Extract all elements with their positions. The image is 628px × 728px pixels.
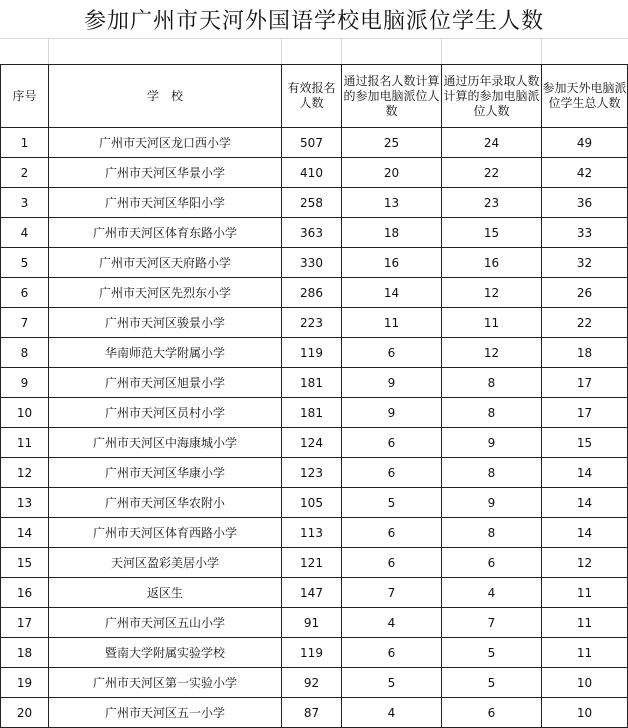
cell-total: 14 xyxy=(542,458,628,488)
cell-school: 广州市天河区中海康城小学 xyxy=(49,428,282,458)
cell-total: 42 xyxy=(542,158,628,188)
cell-school: 广州市天河区旭景小学 xyxy=(49,368,282,398)
cell-school: 暨南大学附属实验学校 xyxy=(49,638,282,668)
cell-school: 广州市天河区五一小学 xyxy=(49,698,282,728)
cell-via-signup: 18 xyxy=(342,218,442,248)
cell-index: 14 xyxy=(1,518,49,548)
cell-total: 11 xyxy=(542,608,628,638)
cell-valid: 223 xyxy=(282,308,342,338)
cell-via-history: 9 xyxy=(442,428,542,458)
cell-valid: 123 xyxy=(282,458,342,488)
cell-via-history: 5 xyxy=(442,638,542,668)
cell-via-history: 16 xyxy=(442,248,542,278)
cell-valid: 363 xyxy=(282,218,342,248)
cell-via-history: 8 xyxy=(442,458,542,488)
cell-valid: 121 xyxy=(282,548,342,578)
cell-valid: 124 xyxy=(282,428,342,458)
cell-school: 广州市天河区龙口西小学 xyxy=(49,128,282,158)
cell-valid: 91 xyxy=(282,608,342,638)
cell-via-signup: 4 xyxy=(342,608,442,638)
cell-via-signup: 25 xyxy=(342,128,442,158)
cell-via-signup: 9 xyxy=(342,368,442,398)
cell-total: 10 xyxy=(542,698,628,728)
table-row xyxy=(1,278,628,308)
cell-index: 9 xyxy=(1,368,49,398)
cell-via-signup: 6 xyxy=(342,548,442,578)
cell-total: 15 xyxy=(542,428,628,458)
cell-valid: 87 xyxy=(282,698,342,728)
cell-via-history: 6 xyxy=(442,548,542,578)
cell-total: 26 xyxy=(542,278,628,308)
spreadsheet-empty-row xyxy=(0,38,628,64)
cell-index: 20 xyxy=(1,698,49,728)
cell-total: 17 xyxy=(542,398,628,428)
cell-total: 22 xyxy=(542,308,628,338)
cell-school: 返区生 xyxy=(49,578,282,608)
cell-valid: 147 xyxy=(282,578,342,608)
cell-via-signup: 6 xyxy=(342,428,442,458)
cell-index: 19 xyxy=(1,668,49,698)
cell-school: 广州市天河区华景小学 xyxy=(49,158,282,188)
cell-index: 2 xyxy=(1,158,49,188)
cell-via-signup: 9 xyxy=(342,398,442,428)
cell-valid: 113 xyxy=(282,518,342,548)
cell-via-signup: 13 xyxy=(342,188,442,218)
cell-school: 广州市天河区华阳小学 xyxy=(49,188,282,218)
table-row xyxy=(1,218,628,248)
cell-total: 32 xyxy=(542,248,628,278)
header-school: 学 校 xyxy=(49,65,282,128)
cell-via-signup: 11 xyxy=(342,308,442,338)
cell-total: 17 xyxy=(542,368,628,398)
cell-via-history: 8 xyxy=(442,398,542,428)
cell-via-signup: 6 xyxy=(342,338,442,368)
header-via-signup: 通过报名人数计算的参加电脑派位人数 xyxy=(342,65,442,128)
cell-via-signup: 5 xyxy=(342,668,442,698)
cell-via-history: 8 xyxy=(442,368,542,398)
cell-index: 17 xyxy=(1,608,49,638)
cell-total: 14 xyxy=(542,488,628,518)
cell-school: 广州市天河区天府路小学 xyxy=(49,248,282,278)
cell-via-signup: 20 xyxy=(342,158,442,188)
cell-school: 广州市天河区华农附小 xyxy=(49,488,282,518)
table-row xyxy=(1,548,628,578)
cell-school: 广州市天河区体育西路小学 xyxy=(49,518,282,548)
cell-via-history: 15 xyxy=(442,218,542,248)
enrollment-table xyxy=(0,64,628,728)
cell-via-history: 5 xyxy=(442,668,542,698)
cell-valid: 181 xyxy=(282,368,342,398)
cell-valid: 92 xyxy=(282,668,342,698)
cell-index: 4 xyxy=(1,218,49,248)
cell-via-history: 24 xyxy=(442,128,542,158)
table-row xyxy=(1,248,628,278)
cell-valid: 410 xyxy=(282,158,342,188)
cell-school: 广州市天河区五山小学 xyxy=(49,608,282,638)
cell-index: 7 xyxy=(1,308,49,338)
cell-via-signup: 7 xyxy=(342,578,442,608)
cell-via-history: 4 xyxy=(442,578,542,608)
table-row xyxy=(1,608,628,638)
cell-school: 广州市天河区体育东路小学 xyxy=(49,218,282,248)
table-row xyxy=(1,308,628,338)
cell-via-signup: 6 xyxy=(342,458,442,488)
cell-index: 13 xyxy=(1,488,49,518)
cell-via-signup: 6 xyxy=(342,518,442,548)
cell-via-history: 9 xyxy=(442,488,542,518)
cell-total: 12 xyxy=(542,548,628,578)
header-valid: 有效报名人数 xyxy=(282,65,342,128)
table-row xyxy=(1,368,628,398)
table-header-row xyxy=(1,65,628,128)
cell-via-signup: 6 xyxy=(342,638,442,668)
cell-total: 10 xyxy=(542,668,628,698)
cell-total: 11 xyxy=(542,578,628,608)
table-row xyxy=(1,428,628,458)
cell-total: 18 xyxy=(542,338,628,368)
cell-valid: 507 xyxy=(282,128,342,158)
cell-via-history: 12 xyxy=(442,278,542,308)
cell-via-history: 22 xyxy=(442,158,542,188)
table-row xyxy=(1,158,628,188)
cell-valid: 286 xyxy=(282,278,342,308)
cell-index: 11 xyxy=(1,428,49,458)
cell-via-history: 12 xyxy=(442,338,542,368)
header-via-history: 通过历年录取人数计算的参加电脑派位人数 xyxy=(442,65,542,128)
cell-school: 广州市天河区第一实验小学 xyxy=(49,668,282,698)
cell-total: 49 xyxy=(542,128,628,158)
cell-index: 8 xyxy=(1,338,49,368)
cell-valid: 181 xyxy=(282,398,342,428)
cell-via-signup: 4 xyxy=(342,698,442,728)
cell-via-signup: 14 xyxy=(342,278,442,308)
cell-total: 11 xyxy=(542,638,628,668)
cell-total: 33 xyxy=(542,218,628,248)
cell-valid: 105 xyxy=(282,488,342,518)
table-row xyxy=(1,398,628,428)
cell-school: 天河区盈彩美居小学 xyxy=(49,548,282,578)
cell-index: 12 xyxy=(1,458,49,488)
cell-school: 广州市天河区员村小学 xyxy=(49,398,282,428)
cell-index: 5 xyxy=(1,248,49,278)
cell-total: 36 xyxy=(542,188,628,218)
cell-via-history: 7 xyxy=(442,608,542,638)
cell-index: 3 xyxy=(1,188,49,218)
cell-via-history: 23 xyxy=(442,188,542,218)
table-row xyxy=(1,458,628,488)
cell-valid: 330 xyxy=(282,248,342,278)
table-row xyxy=(1,518,628,548)
table-row xyxy=(1,698,628,728)
header-total: 参加天外电脑派位学生总人数 xyxy=(542,65,628,128)
table-row xyxy=(1,128,628,158)
table-row xyxy=(1,668,628,698)
cell-via-history: 8 xyxy=(442,518,542,548)
cell-via-history: 11 xyxy=(442,308,542,338)
cell-index: 18 xyxy=(1,638,49,668)
cell-index: 1 xyxy=(1,128,49,158)
cell-valid: 258 xyxy=(282,188,342,218)
cell-school: 广州市天河区华康小学 xyxy=(49,458,282,488)
table-row xyxy=(1,488,628,518)
cell-school: 广州市天河区先烈东小学 xyxy=(49,278,282,308)
cell-index: 15 xyxy=(1,548,49,578)
page-title: 参加广州市天河外国语学校电脑派位学生人数 xyxy=(83,8,544,34)
cell-school: 华南师范大学附属小学 xyxy=(49,338,282,368)
cell-index: 10 xyxy=(1,398,49,428)
cell-total: 14 xyxy=(542,518,628,548)
cell-via-signup: 16 xyxy=(342,248,442,278)
table-row xyxy=(1,188,628,218)
cell-school: 广州市天河区骏景小学 xyxy=(49,308,282,338)
table-row xyxy=(1,338,628,368)
cell-valid: 119 xyxy=(282,338,342,368)
table-row xyxy=(1,578,628,608)
table-row xyxy=(1,638,628,668)
cell-via-history: 6 xyxy=(442,698,542,728)
cell-index: 6 xyxy=(1,278,49,308)
cell-index: 16 xyxy=(1,578,49,608)
cell-via-signup: 5 xyxy=(342,488,442,518)
cell-valid: 119 xyxy=(282,638,342,668)
header-index: 序号 xyxy=(1,65,49,128)
